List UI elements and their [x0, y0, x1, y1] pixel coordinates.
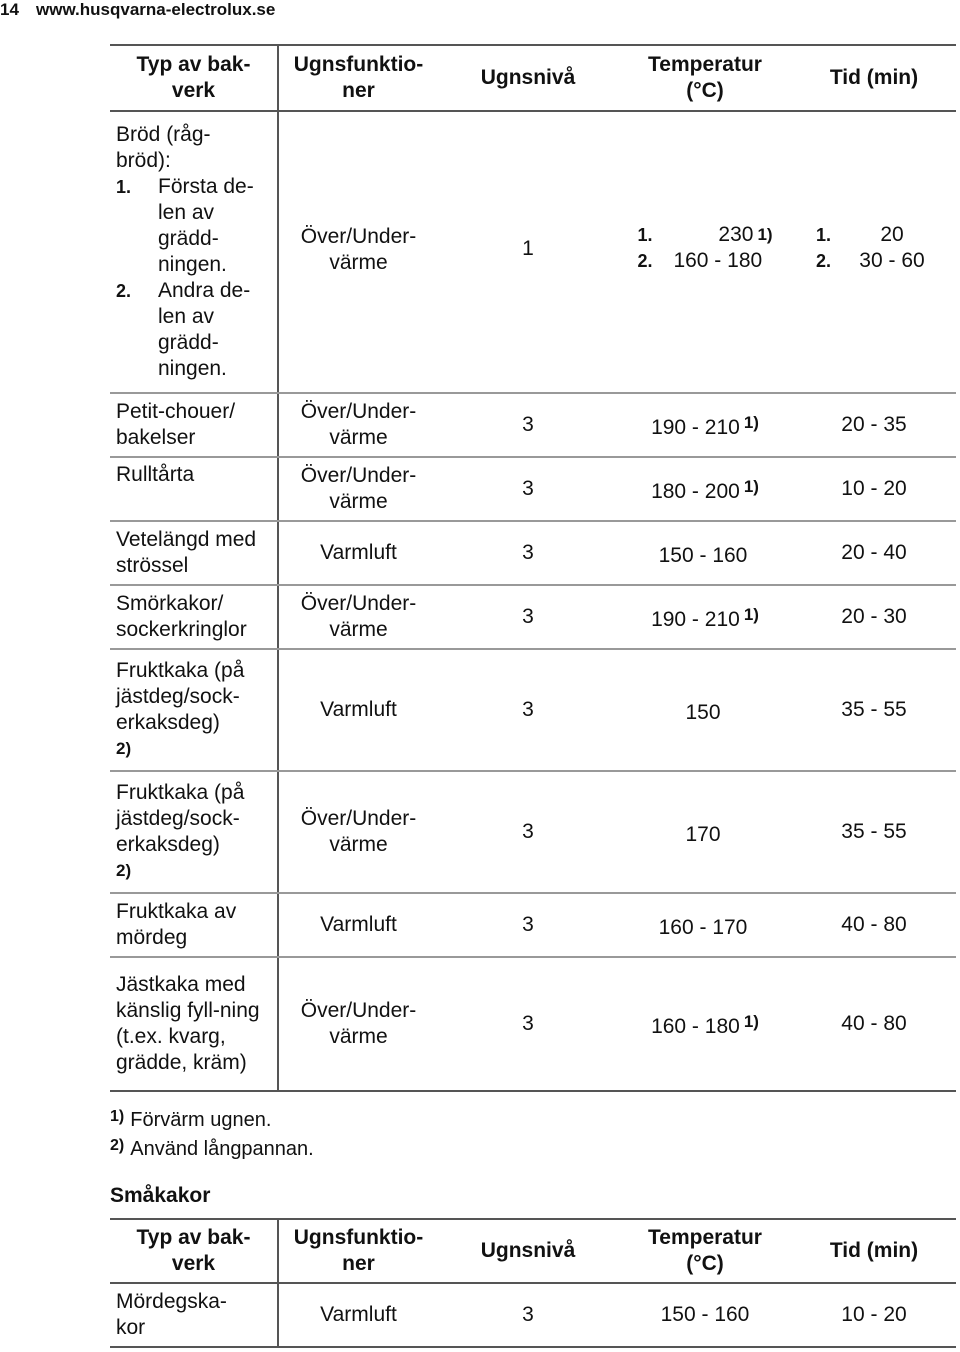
cell-type: Smörkakor/ sockerkringlor	[110, 585, 278, 649]
cell-temp: 1. 230 1) 2. 160 - 180	[618, 111, 792, 393]
cell-function: Över/Under-värme	[278, 393, 438, 457]
col-header-function: Ugnsfunktio-ner	[278, 1219, 438, 1283]
table-row	[110, 649, 956, 771]
cell-time: 40 - 80	[792, 893, 956, 957]
col-header-temp: Temperatur (°C)	[618, 1219, 792, 1283]
type-note: 2)	[116, 861, 132, 880]
cell-function: Varmluft	[278, 1283, 438, 1347]
cell-function: Över/Under-värme	[278, 111, 438, 393]
cell-function: Över/Under-värme	[278, 585, 438, 649]
list-item: 2. Andra de-len av grädd-ningen.	[116, 279, 251, 380]
table-header-row	[110, 45, 956, 111]
cell-function: Varmluft	[278, 521, 438, 585]
cell-level: 3	[438, 771, 618, 893]
col-header-type: Typ av bak-verk	[110, 45, 278, 111]
cell-temp: 190 - 210 $^{1)}$	[618, 585, 792, 649]
cell-level: 3	[438, 521, 618, 585]
cell-time: 10 - 20	[792, 457, 956, 521]
col-header-type: Typ av bak-verk	[110, 1219, 278, 1283]
table-row	[110, 457, 956, 521]
cell-level: 3	[438, 1283, 618, 1347]
cell-time: 40 - 80	[792, 957, 956, 1091]
footnotes	[110, 1104, 314, 1162]
col-header-time: Tid (min)	[792, 45, 956, 111]
table-header-row	[110, 1219, 956, 1283]
cell-temp: 150	[618, 649, 792, 771]
cell-temp: 160 - 170	[618, 893, 792, 957]
cell-temp: 150 - 160	[618, 1283, 792, 1347]
table-row	[110, 111, 956, 393]
cell-time: 35 - 55	[792, 771, 956, 893]
section-title: Småkakor	[110, 1184, 211, 1207]
cell-function: Över/Under-värme	[278, 457, 438, 521]
cell-time: 10 - 20	[792, 1283, 956, 1347]
cell-time: 20 - 40	[792, 521, 956, 585]
page-number: 14	[0, 0, 19, 19]
page-header	[0, 0, 960, 22]
cell-temp: 180 - 200 $^{1)}$	[618, 457, 792, 521]
cell-type: Fruktkaka (på jästdeg/sock-erkaksdeg) 2)	[110, 649, 278, 771]
table-row	[110, 957, 956, 1091]
table-row	[110, 585, 956, 649]
cell-type: Rulltårta	[110, 457, 278, 521]
cell-temp: 150 - 160	[618, 521, 792, 585]
col-header-level: Ugnsnivå	[438, 1219, 618, 1283]
cell-time: 1. 20 2. 30 - 60	[792, 111, 956, 393]
cell-type	[110, 111, 278, 393]
cell-level: 3	[438, 957, 618, 1091]
col-header-function: Ugnsfunktio-ner	[278, 45, 438, 111]
footnote: $^{1)}$ Förvärm ugnen.	[110, 1108, 272, 1131]
type-steps	[116, 174, 273, 382]
cell-temp: 170	[618, 771, 792, 893]
cell-level: 3	[438, 393, 618, 457]
cell-time: 20 - 35	[792, 393, 956, 457]
cell-level: 3	[438, 585, 618, 649]
cell-type: Fruktkaka (på jästdeg/sock-erkaksdeg) 2)	[110, 771, 278, 893]
baking-table	[110, 44, 956, 1092]
type-note: 2)	[116, 739, 132, 758]
cell-temp: 190 - 210 $^{1)}$	[618, 393, 792, 457]
cell-level: 3	[438, 649, 618, 771]
list-item: 1. Första de-len av grädd-ningen.	[116, 175, 254, 276]
cell-function: Över/Under-värme	[278, 957, 438, 1091]
cell-type: Petit-chouer/ bakelser	[110, 393, 278, 457]
cell-time: 20 - 30	[792, 585, 956, 649]
cell-type: Mördegska-kor	[110, 1283, 278, 1347]
cookies-table	[110, 1218, 956, 1348]
table-row	[110, 393, 956, 457]
cell-time: 35 - 55	[792, 649, 956, 771]
cell-level: 1	[438, 111, 618, 393]
cell-type: Vetelängd med strössel	[110, 521, 278, 585]
cell-level: 3	[438, 457, 618, 521]
table-row	[110, 521, 956, 585]
col-header-time: Tid (min)	[792, 1219, 956, 1283]
type-title: Bröd (råg-bröd):	[116, 123, 211, 172]
cell-temp: 160 - 180 $^{1)}$	[618, 957, 792, 1091]
cell-function: Varmluft	[278, 893, 438, 957]
cell-function: Varmluft	[278, 649, 438, 771]
col-header-temp: Temperatur (°C)	[618, 45, 792, 111]
cell-function: Över/Under-värme	[278, 771, 438, 893]
footnote: $^{2)}$ Använd långpannan.	[110, 1137, 314, 1160]
table-row	[110, 1283, 956, 1347]
table-row	[110, 893, 956, 957]
table-row	[110, 771, 956, 893]
col-header-level: Ugnsnivå	[438, 45, 618, 111]
cell-type: Jästkaka med känslig fyll-ning (t.ex. kvarg, grädde, kräm)	[110, 957, 278, 1091]
site-url: www.husqvarna-electrolux.se	[36, 0, 276, 19]
cell-level: 3	[438, 893, 618, 957]
cell-type: Fruktkaka av mördeg	[110, 893, 278, 957]
